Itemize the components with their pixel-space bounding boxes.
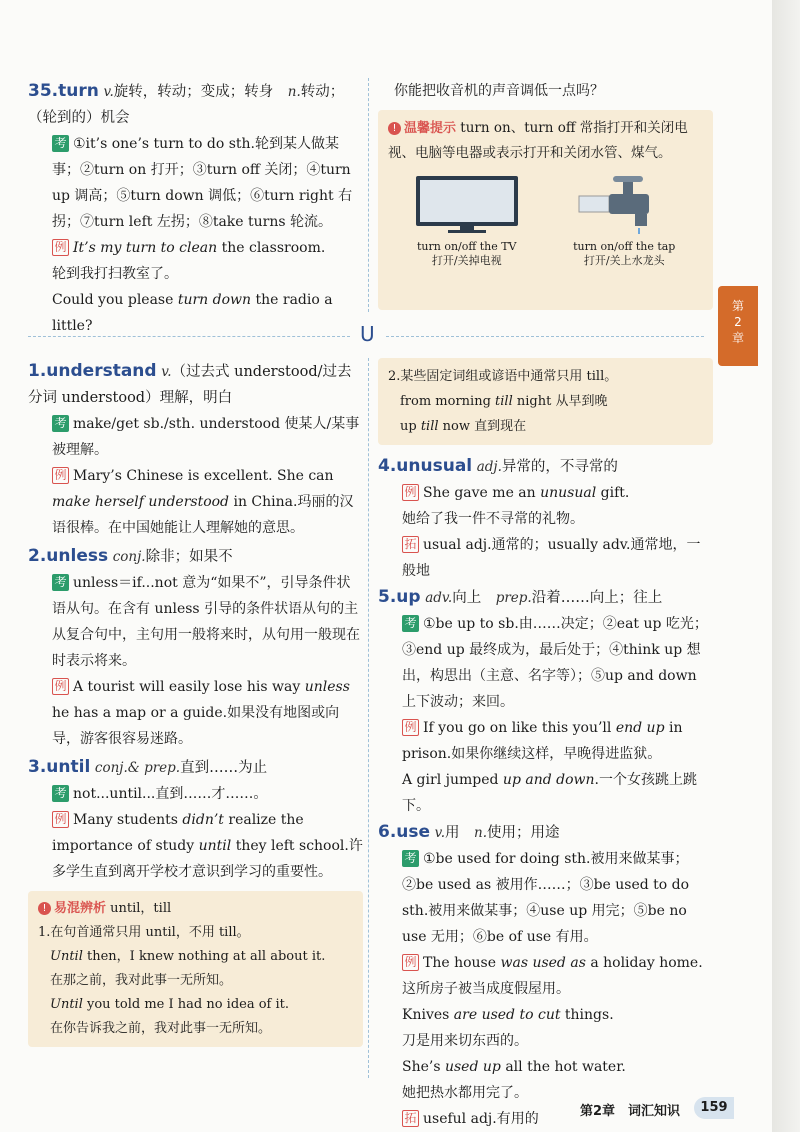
example-text: She gave me an — [423, 485, 541, 501]
example-translation: 刀是用来切东西的。 — [402, 1033, 528, 1049]
li-block — [28, 674, 363, 752]
entry-unless — [28, 543, 363, 570]
li-block — [378, 950, 713, 976]
example-italic: end up — [615, 720, 665, 736]
example-text: in prison. — [402, 720, 683, 762]
tab-text: 章 — [731, 331, 744, 345]
example-italic: make herself understood — [52, 494, 230, 510]
definition: 旋转，转动；变成；转身 — [113, 84, 288, 100]
tip-point: 2.某些固定词组或谚语中通常只用 till。 — [388, 369, 618, 384]
example-text: he has a map or a guide. — [52, 705, 228, 721]
entry-number: 2. — [28, 546, 47, 566]
tap-icon — [569, 174, 679, 236]
tip-example — [38, 945, 353, 969]
tip-example — [38, 993, 353, 1017]
li-badge-icon: 例 — [52, 467, 69, 484]
li-badge-icon: 例 — [402, 954, 419, 971]
right-column — [378, 358, 713, 1132]
example-text: night 从早到晚 — [512, 394, 608, 409]
example-text: they left school. — [231, 838, 349, 854]
example-translation: 轮到我打扫教室了。 — [52, 266, 178, 282]
tv-illustration — [402, 174, 532, 268]
example-text: realize the importance of study — [52, 812, 304, 854]
kao-badge-icon: 考 — [52, 415, 69, 432]
caption-en: turn on/off the TV — [417, 240, 517, 253]
part-of-speech: conj. — [112, 549, 146, 565]
section-letter: U — [360, 322, 375, 346]
tip-title: 易混辨析 — [54, 901, 107, 916]
example-italic: didn’t — [182, 812, 224, 828]
part-of-speech: conj.& prep. — [94, 760, 181, 776]
tab-text: 第 — [731, 299, 744, 313]
li-block — [28, 235, 363, 261]
example-text: A girl jumped — [402, 772, 503, 788]
tip-text: turn on、turn off 常指打开和关闭电视、电脑等电器或表示打开和关闭水管、煤气。 — [388, 120, 688, 161]
section-divider — [386, 336, 704, 337]
tip-box-continued — [378, 358, 713, 445]
entry-word: understand — [46, 361, 157, 381]
entry-word: use — [396, 822, 431, 842]
tip-title: 温馨提示 — [404, 121, 457, 136]
tip-words: until，till — [106, 901, 172, 916]
example-translation: 在那之前，我对此事一无所知。 — [50, 973, 233, 988]
tip-box — [378, 110, 713, 310]
example-translation: 这所房子被当成度假屋用。 — [402, 981, 570, 997]
page-number: 159 — [694, 1097, 734, 1119]
example-text: from morning — [400, 394, 496, 409]
kao-badge-icon: 考 — [52, 574, 69, 591]
example-italic: till — [495, 394, 513, 409]
part-of-speech: adv. — [425, 590, 453, 606]
example-translation: 一个女孩跳上跳下。 — [402, 772, 697, 814]
part-of-speech: v. — [103, 84, 114, 100]
entry-turn — [28, 78, 363, 339]
entry-number: 5. — [378, 587, 397, 607]
example-text: gift. — [596, 485, 630, 501]
part-of-speech: n. — [287, 84, 301, 100]
example-text: all the hot water. — [500, 1059, 626, 1075]
example-translation: 她给了我一件不寻常的礼物。 — [402, 511, 584, 527]
kao-text: ①it’s one’s turn to do sth.轮到某人做某事；②turn on 打开；③turn off 关闭；④turn up 调高；⑤turn down 调低；⑥turn right 右拐；⑦turn left 左拐；⑧take turns 轮流。 — [52, 136, 353, 230]
example-text: If you go on like this you’ll — [423, 720, 616, 736]
example-translation: 如果没有地图或向导，游客很容易迷路。 — [52, 705, 340, 747]
example-italic: was used as — [500, 955, 586, 971]
tip-box-until-till — [28, 891, 363, 1047]
example-italic: till — [420, 419, 439, 434]
kao-badge-icon: 考 — [52, 785, 69, 802]
example-text: the classroom. — [217, 240, 326, 256]
kao-block — [28, 131, 363, 235]
tab-text: 2 — [734, 315, 742, 329]
li-block — [28, 807, 363, 885]
left-column — [28, 358, 363, 1047]
definition: 异常的，不寻常的 — [501, 459, 618, 475]
li-badge-icon: 例 — [52, 678, 69, 695]
tuo-text: usual adj.通常的；usually adv.通常地，一般地 — [402, 537, 701, 579]
kao-block — [378, 846, 713, 950]
example-text: things. — [560, 1007, 614, 1023]
example-italic: Until — [50, 949, 83, 964]
example-italic: are used to cut — [453, 1007, 561, 1023]
example-italic: Until — [50, 997, 83, 1012]
entry-number: 4. — [378, 456, 397, 476]
example-text: you told me I had no idea of it. — [82, 997, 290, 1012]
entry-unusual — [378, 453, 713, 480]
entry-use — [378, 819, 713, 846]
definition: 直到……为止 — [180, 760, 268, 776]
example-italic: unusual — [540, 485, 597, 501]
example-italic: up and down — [502, 772, 595, 788]
example-sentence — [378, 1054, 713, 1080]
example-translation: 你能把收音机的声音调低一点吗？ — [394, 83, 604, 99]
li-badge-icon: 例 — [402, 484, 419, 501]
footer-chapter: 第2章 词汇知识 — [580, 1104, 681, 1119]
tip-point: 1.在句首通常只用 until，不用 till。 — [38, 925, 250, 940]
example-italic: turn down — [177, 292, 252, 308]
turn-continued — [378, 78, 713, 310]
page-edge — [772, 0, 800, 1132]
example-text: Knives — [402, 1007, 454, 1023]
li-block — [378, 715, 713, 767]
kao-block — [28, 781, 363, 807]
entry-until — [28, 754, 363, 781]
part-of-speech: prep. — [495, 590, 532, 606]
li-block — [378, 480, 713, 506]
definition: 除非；如果不 — [145, 549, 233, 565]
example-text: the radio a little? — [52, 292, 333, 334]
tap-illustration — [559, 174, 689, 268]
kao-text: make/get sb./sth. understood 使某人/某事被理解。 — [52, 416, 360, 458]
entry-number: 3. — [28, 757, 47, 777]
example-text: a holiday home. — [585, 955, 703, 971]
example-text: up — [400, 419, 421, 434]
example-text: A tourist will easily lose his way — [73, 679, 305, 695]
entry-word: unless — [46, 546, 109, 566]
example-sentence — [28, 287, 363, 339]
definition: 转动；（轮到的）机会 — [28, 84, 345, 126]
tuo-block — [378, 532, 713, 584]
kao-block — [378, 611, 713, 715]
example-translation: 如果你继续这样，早晚得进监狱。 — [451, 746, 662, 762]
part-of-speech: n. — [474, 825, 487, 841]
kao-text: ①be up to sb.由……决定；②eat up 吃光；③end up 最终成为，最后处于；④think up 想出，构思出（主意、名字等）；⑤up and down 上下波动；来回。 — [402, 616, 708, 710]
definition: （过去式 understood/过去分词 understood）理解，明白 — [28, 364, 352, 406]
example-text: now 直到现在 — [438, 419, 527, 434]
kao-badge-icon: 考 — [52, 135, 69, 152]
definition: 使用；用途 — [487, 825, 560, 841]
entry-understand — [28, 358, 363, 411]
column-divider — [368, 358, 369, 1078]
column-divider — [368, 78, 369, 312]
example-text: Mary’s Chinese is excellent. She can — [73, 468, 334, 484]
example-translation: 在你告诉我之前，我对此事一无所知。 — [50, 1021, 272, 1036]
definition: 向上 — [452, 590, 496, 606]
example-translation: 她把热水都用完了。 — [402, 1085, 528, 1101]
warning-icon: ! — [38, 902, 51, 915]
example-translation: 玛丽的汉语很棒。在中国她能让人理解她的意思。 — [52, 494, 354, 536]
warning-icon: ! — [388, 122, 401, 135]
caption-zh: 打开/关掉电视 — [431, 254, 502, 267]
example-text: She’s — [402, 1059, 445, 1075]
tip-example — [388, 389, 703, 414]
tv-icon — [412, 174, 522, 236]
part-of-speech: adj. — [476, 459, 502, 475]
li-block — [28, 463, 363, 541]
example-text: The house — [423, 955, 501, 971]
kao-block — [28, 570, 363, 674]
example-sentence — [378, 767, 713, 819]
example-text: . — [594, 772, 599, 788]
example-text: Could you please — [52, 292, 178, 308]
chapter-tab[interactable] — [718, 286, 758, 366]
caption-zh: 打开/关上水龙头 — [583, 254, 665, 267]
example-italic: used up — [444, 1059, 501, 1075]
kao-block — [28, 411, 363, 463]
kao-text: unless＝if...not 意为“如果不”，引导条件状语从句。在含有 unless 引导的条件状语从句的主从复合句中，主句用一般将来时，从句用一般现在时表示将来。 — [52, 575, 360, 669]
entry-number: 6. — [378, 822, 397, 842]
example-text: Many students — [73, 812, 183, 828]
entry-word: until — [46, 757, 91, 777]
example-translation: 许多学生直到离开学校才意识到学习的重要性。 — [52, 838, 363, 880]
part-of-speech: v. — [161, 364, 172, 380]
part-of-speech: v. — [434, 825, 445, 841]
example-italic: unless — [304, 679, 350, 695]
example-text: in China. — [229, 494, 298, 510]
definition: 用 — [445, 825, 474, 841]
kao-badge-icon: 考 — [402, 850, 419, 867]
illustrations — [388, 174, 703, 268]
kao-text: ①be used for doing sth.被用来做某事；②be used as 被用作……；③be used to do sth.被用来做某事；④use up 用完；⑤be no use 无用；⑥be of use 有用。 — [402, 851, 690, 945]
entry-word: up — [396, 587, 421, 607]
kao-text: not...until...直到……才……。 — [73, 786, 268, 802]
entry-number: 1. — [28, 361, 47, 381]
entry-head — [28, 78, 363, 131]
example-italic: It’s my turn to clean — [73, 240, 218, 256]
li-badge-icon: 例 — [52, 811, 69, 828]
tip-example — [388, 414, 703, 439]
entry-up — [378, 584, 713, 611]
li-badge-icon: 例 — [402, 719, 419, 736]
example-text: then，I knew nothing at all about it. — [82, 949, 326, 964]
tuo-badge-icon: 拓 — [402, 1110, 419, 1127]
entry-word: turn — [58, 81, 99, 101]
tuo-text: useful adj.有用的 — [423, 1111, 539, 1127]
section-divider — [28, 336, 350, 337]
definition: 沿着……向上；往上 — [531, 590, 663, 606]
entry-number: 35. — [28, 81, 59, 101]
entry-word: unusual — [396, 456, 473, 476]
kao-badge-icon: 考 — [402, 615, 419, 632]
caption-en: turn on/off the tap — [573, 240, 676, 253]
example-sentence — [378, 1002, 713, 1028]
tuo-badge-icon: 拓 — [402, 536, 419, 553]
li-badge-icon: 例 — [52, 239, 69, 256]
example-italic: until — [198, 838, 232, 854]
